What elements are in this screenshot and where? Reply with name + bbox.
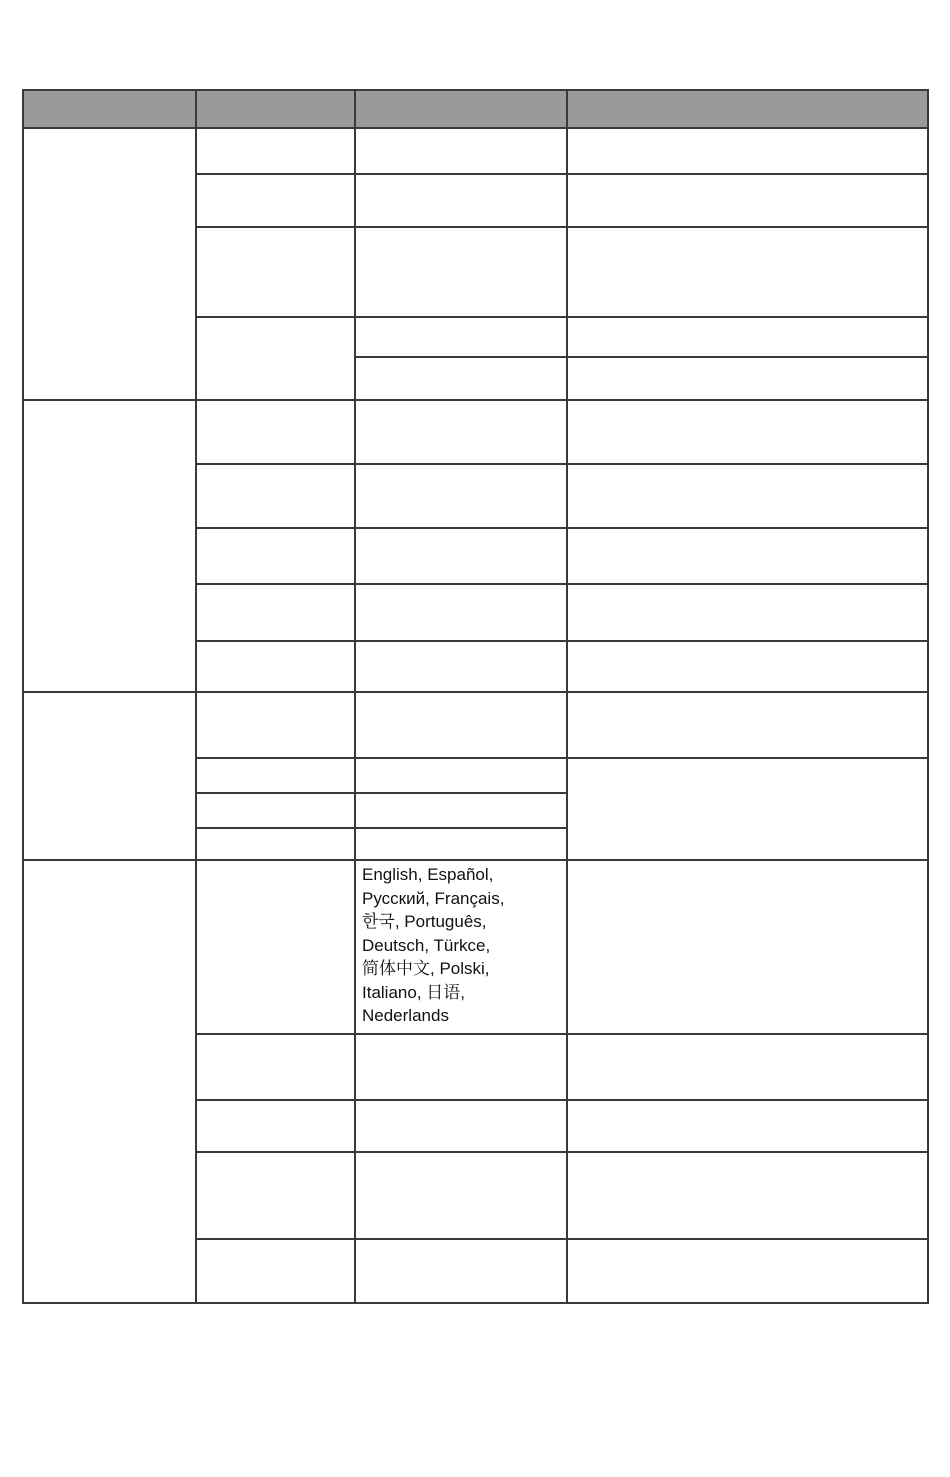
table-cell [196, 174, 355, 227]
language-line: 한국, Português, [362, 912, 487, 931]
table-cell [567, 1100, 928, 1152]
language-line: Nederlands [362, 1006, 449, 1025]
table-cell [196, 1034, 355, 1100]
table-cell [196, 758, 355, 793]
table-cell [196, 528, 355, 584]
header-cell-description [567, 90, 928, 128]
table-cell [196, 317, 355, 400]
table-row [23, 128, 928, 174]
table-cell [567, 584, 928, 641]
table-cell [196, 860, 355, 1034]
table-cell [355, 464, 567, 528]
table-cell [355, 528, 567, 584]
table-cell [355, 357, 567, 400]
table-cell [355, 174, 567, 227]
table-cell [355, 317, 567, 357]
header-cell-item [196, 90, 355, 128]
table-cell [355, 793, 567, 828]
table-cell [567, 400, 928, 464]
table-cell [196, 400, 355, 464]
table-cell [355, 400, 567, 464]
table-cell [355, 1239, 567, 1303]
table-cell [567, 317, 928, 357]
group-cell-1 [23, 128, 196, 400]
table-cell [196, 1239, 355, 1303]
language-line: 简体中文, Polski, [362, 959, 490, 978]
group-cell-3 [23, 692, 196, 860]
table-row [23, 400, 928, 464]
language-options-cell [355, 860, 567, 1034]
language-line: Italiano, 日语, [362, 982, 465, 1002]
table-cell [567, 1152, 928, 1239]
language-line: Русский, Français, [362, 888, 505, 908]
language-list [362, 861, 560, 1028]
table-cell [567, 357, 928, 400]
table-cell [196, 227, 355, 317]
header-cell-menu [23, 90, 196, 128]
group-cell-4 [23, 860, 196, 1303]
table-cell [355, 128, 567, 174]
table-cell [355, 641, 567, 692]
settings-table [22, 89, 929, 1304]
table-cell [196, 1100, 355, 1152]
table-cell [567, 227, 928, 317]
table-cell [567, 174, 928, 227]
table-row [23, 692, 928, 758]
table-cell [355, 1034, 567, 1100]
table-header-row [23, 90, 928, 128]
language-line: Deutsch, Türkce, [362, 935, 491, 955]
table-cell [567, 528, 928, 584]
table-cell [567, 1239, 928, 1303]
table-cell [196, 692, 355, 758]
table-cell [355, 692, 567, 758]
table-cell [355, 1100, 567, 1152]
table-cell [567, 1034, 928, 1100]
table-cell [196, 584, 355, 641]
table-cell [196, 828, 355, 860]
table-cell [567, 860, 928, 1034]
header-cell-option [355, 90, 567, 128]
table-cell [567, 692, 928, 758]
table-cell [196, 793, 355, 828]
table-cell [196, 641, 355, 692]
table-row [23, 860, 928, 1034]
table-cell [355, 227, 567, 317]
table-cell [355, 1152, 567, 1239]
table-cell [355, 828, 567, 860]
table-cell [355, 758, 567, 793]
table-cell [196, 128, 355, 174]
table-cell [196, 464, 355, 528]
language-line: English, Español, [362, 865, 494, 884]
table-cell [567, 128, 928, 174]
table-cell [355, 584, 567, 641]
table-cell [567, 464, 928, 528]
group-cell-2 [23, 400, 196, 692]
table-cell [567, 758, 928, 860]
table-cell [196, 1152, 355, 1239]
table-cell [567, 641, 928, 692]
